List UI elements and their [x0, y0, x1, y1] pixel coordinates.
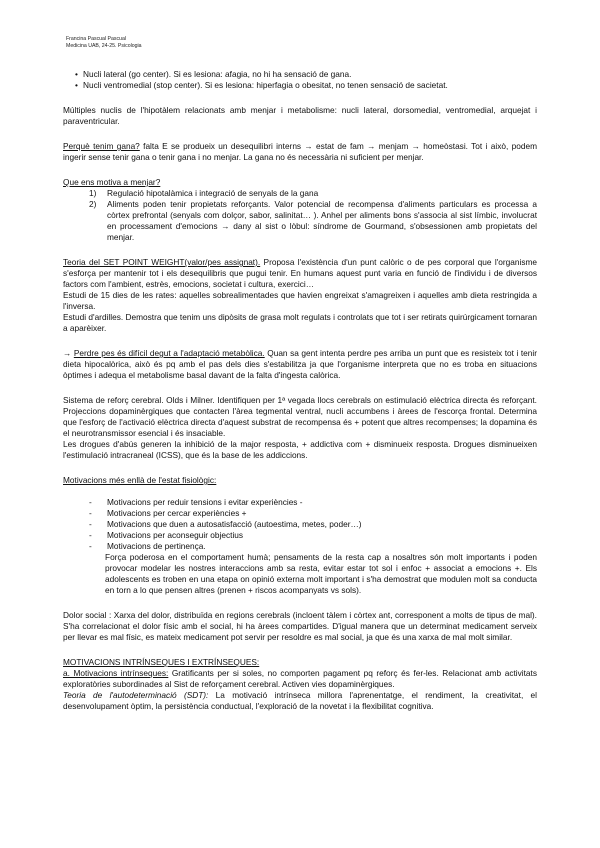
item-text: Motivacions per aconseguir objectius	[107, 530, 244, 540]
belonging-paragraph: Força poderosa en el comportament humà; pensaments de la resta cap a nosaltres són molt importants i poden provocar modelar les nostres interaccions amb sa resta, evitar estar tot sol i enfoc + associat a emocions +. Els adolescents es troben en una etapa on opinió externa molt important i s'ha demostrat que modulen molt sa conducta en torn a lo que pensen altres (prenen + riscos acompanyats vs sols).	[105, 552, 537, 595]
list-item: - Motivacions que duen a autosatisfacció (autoestima, metes, poder…)	[89, 519, 362, 529]
squirrels-study: Estudi d'ardilles. Demostra que tenim uns dipòsits de grasa molt regulats i controlats que tot i ser retirats quirúrgicament tornaran a aparèixer.	[63, 312, 537, 333]
sdt-title: Teoria de l'autodeterminació (SDT):	[63, 690, 209, 700]
set-point-text: Proposa l'existència d'un punt calòric o de pes corporal que l'organisme s'esforça per mantenir tot i els desequilibris que pugui tenir. En humans aquest punt varia en funció de l'individu i de diversos factors com l'ambient, estrès, emocions, societat i cultura, exercici…	[63, 257, 537, 289]
list-item: • Nucli ventromedial (stop center). Si es lesiona: hiperfagia o obesitat, no tenen sensació de sacietat.	[75, 80, 537, 91]
weight-loss-text: Quan sa gent intenta perdre pes arriba un punt que es resisteix tot i tenir dieta hipocalòrica, això és pq amb el pas dels dies s'estabilitza ja que l'organisme interpreta que no es troba en situacions òptimes i adequa el metabolisme basal davant de la falta d'ingesta calòrica.	[63, 348, 537, 380]
item-text: Aliments poden tenir propietats reforçants. Valor potencial de recompensa d'aliments particulars es processa a còrtex prefrontal (senyals com dolçor, sabor, salinitat… ). Anhel per aliments bons s'associa al sist límbic, involucrat en processament d'emocions → dany al sist o lòbul: síndrome de Gourmand, s'obsessionen amb propietats del menjar.	[107, 199, 537, 242]
course-info: Medicina UAB, 24-25. Psicologia	[66, 43, 142, 49]
drugs-paragraph: Les drogues d'abús generen la inhibició de la major resposta, + addictiva com + disminueix resposta. Drogues disminueixen l'estimulació intracraneal (ICSS), que és la base de les addiccions.	[63, 439, 537, 460]
item-text: Motivacions per reduir tensions i evitar experiències -	[107, 497, 303, 507]
arrow-glyph: →	[63, 348, 74, 358]
item-number: 1)	[89, 188, 97, 198]
item-text: Motivacions de pertinença.	[107, 541, 206, 551]
motivations-list	[63, 497, 537, 552]
why-hungry-paragraph	[63, 141, 537, 163]
why-hungry-title: Perquè tenim gana?	[63, 141, 140, 151]
nuclei-list	[63, 69, 537, 91]
motivation-list	[63, 188, 537, 243]
set-point-paragraph	[63, 257, 537, 290]
page-header	[66, 36, 142, 50]
weight-loss-paragraph	[63, 348, 537, 381]
list-item: - Motivacions per aconseguir objectius	[89, 530, 244, 540]
rats-study: Estudi de 15 dies de les rates: aquelles sobrealimentades que havien engreixat s'amagreixen i aquelles amb dieta restringida a l'inversa.	[63, 290, 537, 311]
list-item	[63, 188, 537, 199]
item-text: Regulació hipotalàmica i integració de senyals de la gana	[107, 188, 319, 198]
intrinsic-text: Gratificants per si soles, no comporten pagament pq reforç és fer-les. Relacionat amb activitats exploratòries subordinades al Sist de reforçament cerebral. Activen vies dopaminèrgiques.	[63, 668, 537, 689]
weight-loss-title: Perdre pes és difícil degut a l'adaptació metabòlica.	[73, 348, 265, 358]
item-number: 2)	[89, 199, 97, 209]
list-item: - Motivacions de pertinença.	[89, 541, 206, 551]
document-body	[63, 69, 537, 712]
social-pain-paragraph: Dolor social : Xarxa del dolor, distribuïda en regions cerebrals (incloent tàlem i còrtex ant, corresponent a molts de tipus de mal). S'ha correlacionat el dolor físic amb el social, hi ha àrees compartides. D'igual manera que un determinat medicament serveix per llevar es mal físic, es mateix medicament pot servir per resoldre es mal social, ja que és una xarxa de mal molt similar.	[63, 610, 537, 642]
list-item: - Motivacions per reduir tensions i evitar experiències -	[89, 497, 303, 507]
intrinsic-paragraph	[63, 668, 537, 690]
intrinsic-extrinsic-heading: MOTIVACIONS INTRÍNSEQUES I EXTRÍNSEQUES:	[63, 657, 260, 667]
multiple-nuclei-paragraph: Múltiples nuclis de l'hipotàlem relacionats amb menjar i metabolisme: nucli lateral, dorsomedial, ventromedial, arquejat i paraventricular.	[63, 105, 537, 126]
item-text: Motivacions que duen a autosatisfacció (autoestima, metes, poder…)	[107, 519, 362, 529]
list-item: • Nucli lateral (go center). Si es lesiona: afagia, no hi ha sensació de gana.	[75, 69, 537, 80]
beyond-physiological-heading: Motivacions més enllà de l'estat fisiològic:	[63, 475, 217, 485]
list-item	[63, 199, 537, 243]
author-name: Francina Pascual Pascual	[66, 36, 126, 42]
sdt-paragraph	[63, 690, 537, 712]
sdt-text: La motivació intrínseca millora l'aprenentatge, el rendiment, la creativitat, el desenvolupament òptim, la persistència conductual, l'exploració de la novetat i la flexibilitat cognitiva.	[63, 690, 537, 711]
reward-system-paragraph: Sistema de reforç cerebral. Olds i Milner. Identifiquen per 1ª vegada llocs cerebrals on estimulació elèctrica directa és reforçant. Projeccions dopaminèrgiques que contacten l'àrea tegmental ventral, nucli accumbens i àrees de l'escorça frontal. Determina que l'esforç de l'activació elèctrica directa d'aquest substrat de recompensa és + potent que altres recompenses; la dopamina és el neurotransmissor esencial i és insaciable.	[63, 395, 537, 438]
item-text: Motivacions per cercar experiències +	[107, 508, 247, 518]
list-item: - Motivacions per cercar experiències +	[89, 508, 247, 518]
set-point-title: Teoria del SET POINT WEIGHT(valor/pes assignat).	[63, 257, 261, 267]
motivation-heading: Que ens motiva a menjar?	[63, 177, 161, 187]
why-hungry-text: falta E se produeix un desequilibri interns → estat de fam → menjam → homeòstasi. Tot i això, podem ingerir sense tenir gana o tenir gana i no menjar. La gana no és necessària ni suficient per menjar.	[63, 141, 537, 162]
intrinsic-title: a. Motivacions intrínseques:	[63, 668, 169, 678]
